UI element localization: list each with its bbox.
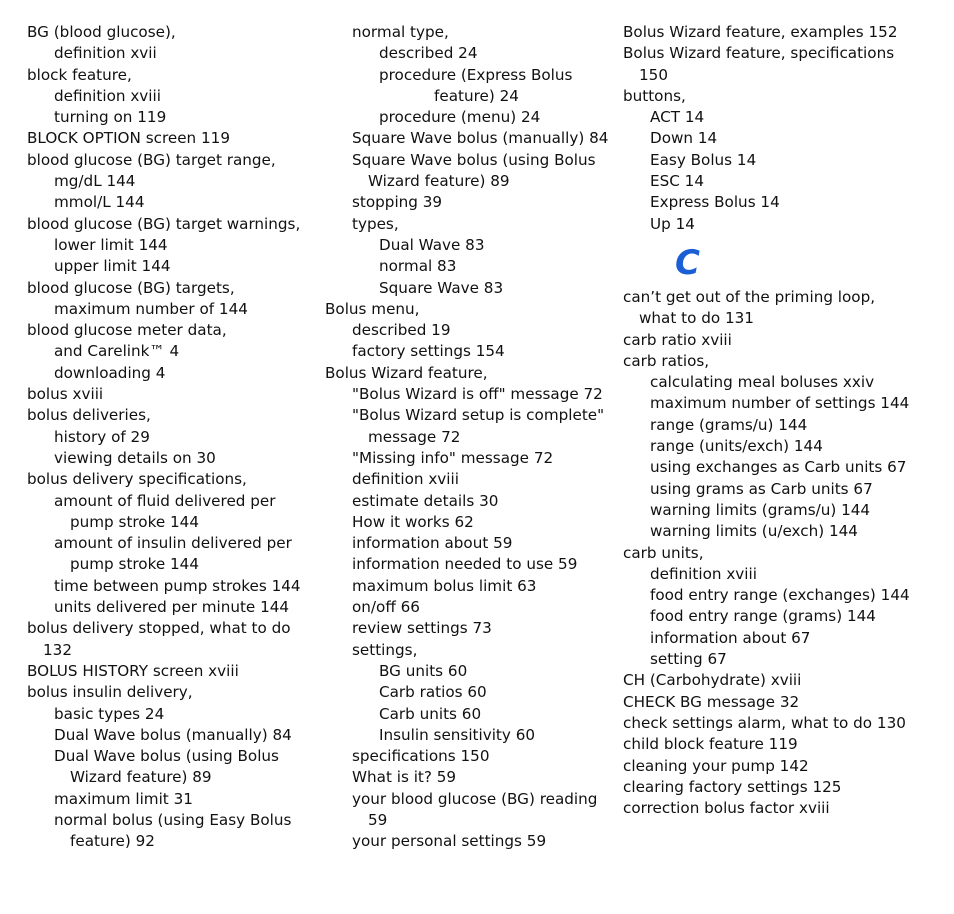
index-entry: normal bolus (using Easy Bolus — [54, 810, 292, 829]
index-entry: Down 14 — [650, 129, 718, 148]
index-entry: basic types 24 — [54, 704, 165, 723]
index-entry: blood glucose (BG) target warnings, — [27, 214, 301, 233]
index-entry: clearing factory settings 125 — [623, 777, 842, 796]
index-entry: Square Wave 83 — [379, 278, 504, 297]
index-entry: estimate details 30 — [352, 491, 499, 510]
index-entry: cleaning your pump 142 — [623, 756, 809, 775]
index-entry: feature) 92 — [70, 832, 155, 851]
index-entry: units delivered per minute 144 — [54, 598, 290, 617]
index-entry: bolus insulin delivery, — [27, 683, 193, 702]
index-entry: Bolus Wizard feature, examples 152 — [623, 23, 898, 41]
index-entry: Bolus Wizard feature, specifications — [623, 44, 895, 63]
index-entry: ESC 14 — [650, 172, 704, 191]
index-entry: warning limits (u/exch) 144 — [650, 522, 858, 541]
index-entry: what to do 131 — [639, 309, 754, 328]
index-entry: downloading 4 — [54, 363, 166, 382]
index-entry: maximum number of settings 144 — [650, 394, 910, 413]
index-entry: maximum limit 31 — [54, 789, 193, 808]
index-entry: definition xviii — [54, 86, 161, 105]
index-entry: range (units/exch) 144 — [650, 437, 823, 456]
index-entry: bolus xviii — [27, 385, 104, 404]
index-entry: your blood glucose (BG) reading — [352, 789, 598, 808]
index-entry: Easy Bolus 14 — [650, 150, 757, 169]
index-entry: maximum number of 144 — [54, 299, 248, 318]
index-entry: amount of insulin delivered per — [54, 534, 292, 553]
index-entry: your personal settings 59 — [352, 832, 547, 851]
index-entry: 132 — [43, 640, 72, 659]
section-letter-heading: C — [675, 242, 700, 283]
index-entry: and Carelink™ 4 — [54, 342, 180, 361]
index-entry: using exchanges as Carb units 67 — [650, 458, 907, 477]
index-entry: viewing details on 30 — [54, 448, 216, 467]
index-entry: CH (Carbohydrate) xviii — [623, 671, 802, 690]
index-entry: CHECK BG message 32 — [623, 692, 800, 711]
index-entry: Insulin sensitivity 60 — [379, 725, 536, 744]
index-entry: Up 14 — [650, 214, 695, 233]
index-entry: warning limits (grams/u) 144 — [650, 500, 871, 519]
index-entry: What is it? 59 — [352, 768, 457, 787]
index-entry: Wizard feature) 89 — [368, 172, 510, 191]
index-entry: carb units, — [623, 543, 704, 562]
index-entry: Bolus Wizard feature, — [325, 363, 488, 382]
index-entry: Square Wave bolus (using Bolus — [352, 150, 596, 169]
index-entry: bolus delivery stopped, what to do — [27, 619, 291, 638]
index-entry: Square Wave bolus (manually) 84 — [352, 129, 609, 148]
index-entry: range (grams/u) 144 — [650, 415, 808, 434]
index-entry: "Bolus Wizard is off" message 72 — [352, 385, 603, 404]
index-entry: described 19 — [352, 321, 451, 340]
index-entry: definition xvii — [54, 44, 157, 63]
index-entry: 150 — [639, 65, 668, 84]
index-entry: normal 83 — [379, 257, 457, 276]
index-entry: information about 59 — [352, 534, 513, 553]
index-entry: information about 67 — [650, 628, 811, 647]
index-column-1 — [27, 22, 327, 853]
index-entry: blood glucose meter data, — [27, 321, 227, 340]
index-entry: bolus deliveries, — [27, 406, 151, 425]
index-entry: definition xviii — [650, 564, 757, 583]
index-entry: blood glucose (BG) targets, — [27, 278, 235, 297]
index-entry: using grams as Carb units 67 — [650, 479, 873, 498]
index-entry: mmol/L 144 — [54, 193, 145, 212]
index-entry: history of 29 — [54, 427, 150, 446]
index-entry: child block feature 119 — [623, 735, 798, 754]
index-entry: Wizard feature) 89 — [70, 768, 212, 787]
index-entry: "Bolus Wizard setup is complete" — [352, 406, 605, 425]
index-entry: procedure (Express Bolus — [379, 65, 573, 84]
index-entry: "Missing info" message 72 — [352, 448, 554, 467]
index-entry: Dual Wave bolus (using Bolus — [54, 747, 279, 766]
index-entry: BG units 60 — [379, 661, 468, 680]
index-entry: described 24 — [379, 44, 478, 63]
index-entry: Dual Wave bolus (manually) 84 — [54, 725, 292, 744]
index-entry: specifications 150 — [352, 747, 490, 766]
index-entry: Dual Wave 83 — [379, 235, 485, 254]
index-entry: BOLUS HISTORY screen xviii — [27, 661, 239, 680]
index-entry: Carb ratios 60 — [379, 683, 487, 702]
index-entry: Carb units 60 — [379, 704, 482, 723]
index-entry: Express Bolus 14 — [650, 193, 780, 212]
index-entry: check settings alarm, what to do 130 — [623, 713, 906, 732]
index-entry: can’t get out of the priming loop, — [623, 287, 876, 306]
index-column-2 — [325, 22, 615, 853]
index-entry: setting 67 — [650, 650, 727, 669]
index-entry: carb ratio xviii — [623, 330, 732, 349]
index-column-3-top — [623, 22, 948, 235]
index-entry: stopping 39 — [352, 193, 443, 212]
index-entry: mg/dL 144 — [54, 172, 136, 191]
index-entry: types, — [352, 214, 399, 233]
index-entry: blood glucose (BG) target range, — [27, 150, 276, 169]
index-entry: calculating meal boluses xxiv — [650, 373, 875, 392]
index-entry: bolus delivery specifications, — [27, 470, 247, 489]
index-entry: definition xviii — [352, 470, 459, 489]
index-column-3 — [623, 22, 948, 819]
index-entry: normal type, — [352, 23, 449, 41]
index-entry: lower limit 144 — [54, 235, 168, 254]
index-entry: on/off 66 — [352, 598, 420, 617]
index-entry: turning on 119 — [54, 108, 167, 127]
index-entry: maximum bolus limit 63 — [352, 576, 537, 595]
index-entry: block feature, — [27, 65, 132, 84]
index-entry: time between pump strokes 144 — [54, 576, 301, 595]
index-entry: upper limit 144 — [54, 257, 171, 276]
index-entry: feature) 24 — [434, 86, 519, 105]
index-entry: carb ratios, — [623, 351, 710, 370]
index-entry: pump stroke 144 — [70, 512, 200, 531]
index-entry: food entry range (grams) 144 — [650, 607, 876, 626]
index-entry: pump stroke 144 — [70, 555, 200, 574]
index-entry: message 72 — [368, 427, 461, 446]
index-entry: How it works 62 — [352, 512, 474, 531]
index-entry: food entry range (exchanges) 144 — [650, 586, 910, 605]
index-entry: Bolus menu, — [325, 299, 420, 318]
index-entry: procedure (menu) 24 — [379, 108, 541, 127]
index-entry: ACT 14 — [650, 108, 705, 127]
index-entry: BLOCK OPTION screen 119 — [27, 129, 230, 148]
index-entry: buttons, — [623, 86, 686, 105]
index-entry: review settings 73 — [352, 619, 492, 638]
index-column-3-bottom — [623, 287, 948, 819]
index-entry: BG (blood glucose), — [27, 23, 176, 41]
index-entry: settings, — [352, 640, 418, 659]
index-entry: factory settings 154 — [352, 342, 505, 361]
index-entry: 59 — [368, 810, 388, 829]
index-entry: amount of fluid delivered per — [54, 491, 276, 510]
index-entry: correction bolus factor xviii — [623, 799, 830, 818]
index-entry: information needed to use 59 — [352, 555, 578, 574]
